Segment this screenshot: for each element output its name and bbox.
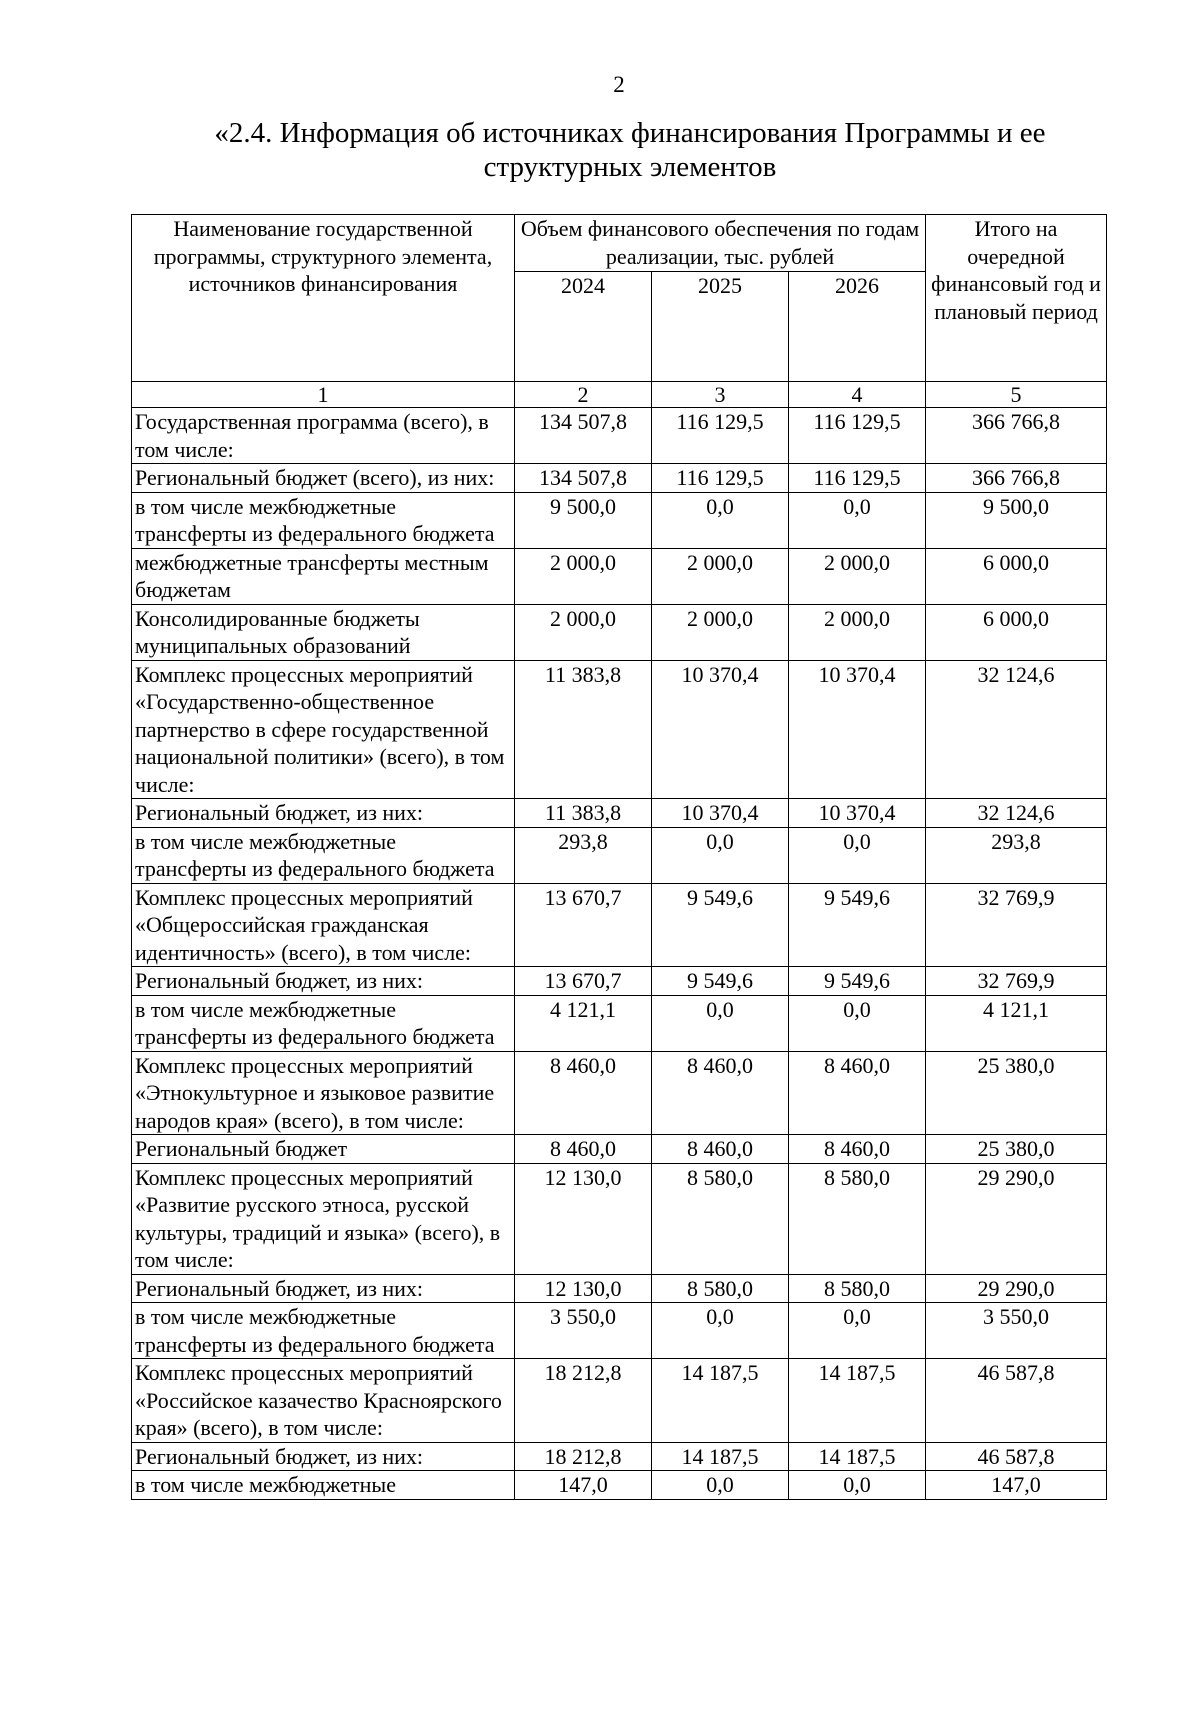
table-row (132, 799, 1107, 828)
table-row (132, 967, 1107, 996)
value-cell: 8 460,0 (515, 1135, 652, 1164)
column-number: 4 (789, 382, 926, 408)
value-cell: 116 129,5 (789, 464, 926, 493)
value-cell: 0,0 (652, 995, 789, 1051)
value-cell: 116 129,5 (652, 408, 789, 464)
column-number: 1 (132, 382, 515, 408)
value-cell: 9 549,6 (652, 967, 789, 996)
value-cell: 46 587,8 (926, 1442, 1107, 1471)
value-cell: 29 290,0 (926, 1163, 1107, 1274)
value-cell: 0,0 (789, 1471, 926, 1500)
table-row (132, 604, 1107, 660)
column-numbers-row (132, 382, 1107, 408)
value-cell: 4 121,1 (926, 995, 1107, 1051)
column-number: 3 (652, 382, 789, 408)
row-name-cell: Комплекс процессных мероприятий «Государственно-общественное партнерство в сфере государственной национальной политики» (всего), в том числе: (132, 660, 515, 799)
row-name-cell: Региональный бюджет, из них: (132, 1442, 515, 1471)
header-total: Итого на очередной финансовый год и плановый период (926, 215, 1107, 382)
value-cell: 14 187,5 (789, 1359, 926, 1443)
value-cell: 9 549,6 (652, 883, 789, 967)
value-cell: 147,0 (926, 1471, 1107, 1500)
value-cell: 32 124,6 (926, 660, 1107, 799)
value-cell: 3 550,0 (926, 1303, 1107, 1359)
value-cell: 9 500,0 (515, 492, 652, 548)
value-cell: 8 580,0 (652, 1163, 789, 1274)
value-cell: 0,0 (789, 492, 926, 548)
table-row (132, 827, 1107, 883)
value-cell: 25 380,0 (926, 1135, 1107, 1164)
value-cell: 8 460,0 (652, 1135, 789, 1164)
value-cell: 2 000,0 (789, 604, 926, 660)
value-cell: 293,8 (926, 827, 1107, 883)
value-cell: 8 580,0 (789, 1274, 926, 1303)
table-row (132, 1135, 1107, 1164)
value-cell: 9 500,0 (926, 492, 1107, 548)
row-name-cell: в том числе межбюджетные трансферты из федерального бюджета (132, 827, 515, 883)
value-cell: 8 460,0 (789, 1051, 926, 1135)
value-cell: 0,0 (789, 827, 926, 883)
value-cell: 4 121,1 (515, 995, 652, 1051)
section-title (130, 116, 1130, 184)
value-cell: 116 129,5 (789, 408, 926, 464)
row-name-cell: Комплекс процессных мероприятий «Российское казачество Красноярского края» (всего), в том числе: (132, 1359, 515, 1443)
row-name-cell: межбюджетные трансферты местным бюджетам (132, 548, 515, 604)
value-cell: 2 000,0 (515, 548, 652, 604)
value-cell: 11 383,8 (515, 660, 652, 799)
row-name-cell: Комплекс процессных мероприятий «Общероссийская гражданская идентичность» (всего), в том числе: (132, 883, 515, 967)
header-year-2025: 2025 (652, 272, 789, 382)
column-number: 2 (515, 382, 652, 408)
section-title-line-2: структурных элементов (483, 151, 777, 183)
value-cell: 293,8 (515, 827, 652, 883)
row-name-cell: Региональный бюджет, из них: (132, 1274, 515, 1303)
value-cell: 8 580,0 (789, 1163, 926, 1274)
row-name-cell: в том числе межбюджетные трансферты из федерального бюджета (132, 995, 515, 1051)
value-cell: 10 370,4 (789, 660, 926, 799)
value-cell: 134 507,8 (515, 464, 652, 493)
section-title-line-1: «2.4. Информация об источниках финансирования Программы и ее (214, 117, 1046, 149)
value-cell: 6 000,0 (926, 548, 1107, 604)
row-name-cell: Консолидированные бюджеты муниципальных образований (132, 604, 515, 660)
row-name-cell: в том числе межбюджетные (132, 1471, 515, 1500)
value-cell: 32 769,9 (926, 967, 1107, 996)
value-cell: 0,0 (652, 1303, 789, 1359)
value-cell: 14 187,5 (652, 1359, 789, 1443)
value-cell: 10 370,4 (652, 660, 789, 799)
value-cell: 25 380,0 (926, 1051, 1107, 1135)
value-cell: 18 212,8 (515, 1442, 652, 1471)
value-cell: 29 290,0 (926, 1274, 1107, 1303)
header-year-2026: 2026 (789, 272, 926, 382)
value-cell: 12 130,0 (515, 1163, 652, 1274)
row-name-cell: Комплекс процессных мероприятий «Этнокультурное и языковое развитие народов края» (всего), в том числе: (132, 1051, 515, 1135)
table-row (132, 1442, 1107, 1471)
table-row (132, 1471, 1107, 1500)
value-cell: 18 212,8 (515, 1359, 652, 1443)
row-name-cell: Региональный бюджет (132, 1135, 515, 1164)
row-name-cell: в том числе межбюджетные трансферты из федерального бюджета (132, 1303, 515, 1359)
header-volume: Объем финансового обеспечения по годам реализации, тыс. рублей (515, 215, 926, 272)
page-number: 2 (613, 72, 625, 97)
value-cell: 0,0 (652, 827, 789, 883)
value-cell: 32 124,6 (926, 799, 1107, 828)
table-row (132, 1274, 1107, 1303)
value-cell: 2 000,0 (652, 604, 789, 660)
value-cell: 9 549,6 (789, 967, 926, 996)
value-cell: 2 000,0 (515, 604, 652, 660)
value-cell: 13 670,7 (515, 967, 652, 996)
value-cell: 14 187,5 (789, 1442, 926, 1471)
table-row (132, 883, 1107, 967)
column-number: 5 (926, 382, 1107, 408)
value-cell: 11 383,8 (515, 799, 652, 828)
table-row (132, 1359, 1107, 1443)
value-cell: 2 000,0 (789, 548, 926, 604)
value-cell: 8 460,0 (652, 1051, 789, 1135)
value-cell: 366 766,8 (926, 464, 1107, 493)
value-cell: 14 187,5 (652, 1442, 789, 1471)
value-cell: 12 130,0 (515, 1274, 652, 1303)
table-body (132, 382, 1107, 1500)
row-name-cell: в том числе межбюджетные трансферты из федерального бюджета (132, 492, 515, 548)
row-name-cell: Региональный бюджет (всего), из них: (132, 464, 515, 493)
value-cell: 8 460,0 (515, 1051, 652, 1135)
value-cell: 147,0 (515, 1471, 652, 1500)
value-cell: 0,0 (652, 1471, 789, 1500)
value-cell: 13 670,7 (515, 883, 652, 967)
value-cell: 3 550,0 (515, 1303, 652, 1359)
table-row (132, 548, 1107, 604)
table-row (132, 1163, 1107, 1274)
value-cell: 0,0 (789, 995, 926, 1051)
value-cell: 116 129,5 (652, 464, 789, 493)
table-row (132, 408, 1107, 464)
financing-table (131, 214, 1107, 1500)
value-cell: 134 507,8 (515, 408, 652, 464)
value-cell: 9 549,6 (789, 883, 926, 967)
value-cell: 32 769,9 (926, 883, 1107, 967)
table-row (132, 995, 1107, 1051)
value-cell: 8 580,0 (652, 1274, 789, 1303)
value-cell: 10 370,4 (789, 799, 926, 828)
row-name-cell: Комплекс процессных мероприятий «Развитие русского этноса, русской культуры, традиций и языка» (всего), в том числе: (132, 1163, 515, 1274)
value-cell: 2 000,0 (652, 548, 789, 604)
value-cell: 366 766,8 (926, 408, 1107, 464)
header-year-2024: 2024 (515, 272, 652, 382)
value-cell: 10 370,4 (652, 799, 789, 828)
value-cell: 46 587,8 (926, 1359, 1107, 1443)
row-name-cell: Региональный бюджет, из них: (132, 967, 515, 996)
table-row (132, 660, 1107, 799)
value-cell: 8 460,0 (789, 1135, 926, 1164)
value-cell: 0,0 (652, 492, 789, 548)
table-row (132, 492, 1107, 548)
table-row (132, 1303, 1107, 1359)
row-name-cell: Государственная программа (всего), в том числе: (132, 408, 515, 464)
row-name-cell: Региональный бюджет, из них: (132, 799, 515, 828)
table-row (132, 1051, 1107, 1135)
value-cell: 0,0 (789, 1303, 926, 1359)
header-name: Наименование государственной программы, структурного элемента, источников финансирования (132, 215, 515, 382)
table-row (132, 464, 1107, 493)
value-cell: 6 000,0 (926, 604, 1107, 660)
